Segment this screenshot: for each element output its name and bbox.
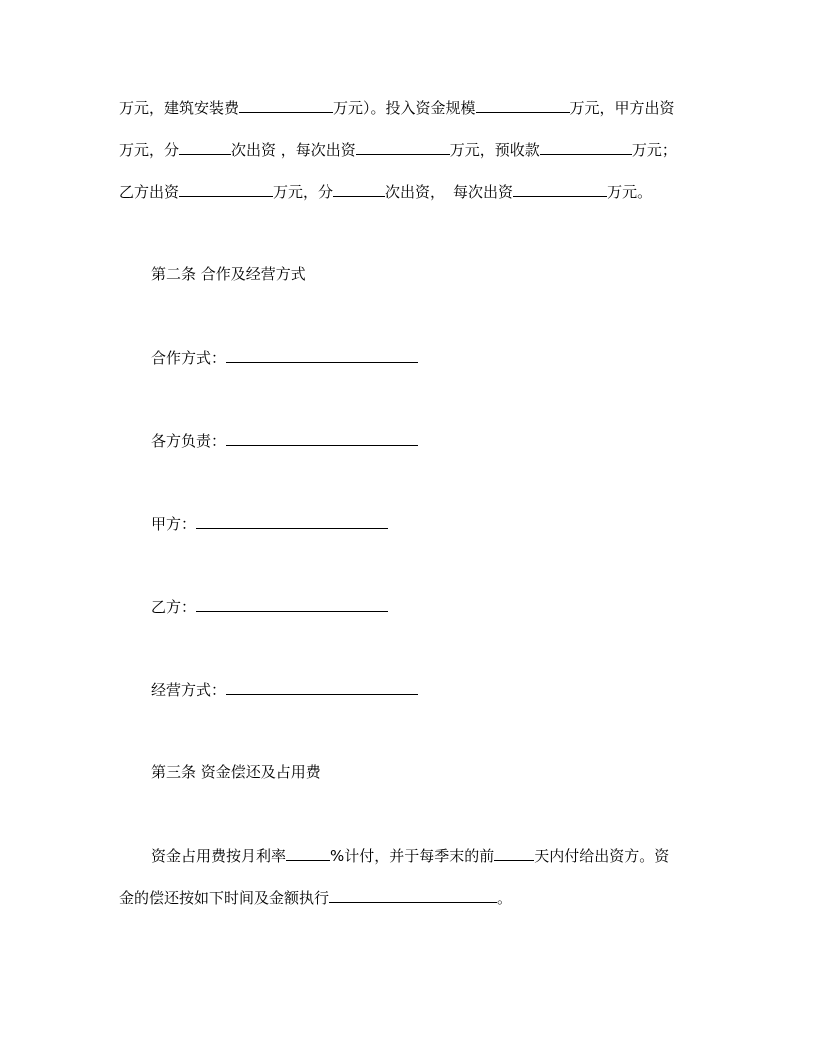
article-3-heading: 第三条 资金偿还及占用费 [151,763,321,781]
text-segment: 次出资 ，每次出资 [231,141,356,159]
coop-mode-blank[interactable] [226,347,418,363]
party-b-blank[interactable] [196,596,388,612]
party-a-row [151,513,388,533]
operation-mode-label: 经营方式： [151,681,227,699]
text-segment: 每次出资 [453,183,514,201]
text-segment: 万元，分 [119,141,180,159]
text-segment: 资金占用费按月利率 [151,847,287,865]
text-segment: 乙方出资 [119,183,180,201]
blank-advance-payment[interactable] [540,139,632,155]
text-segment: 万元，甲方出资 [569,99,675,117]
coop-mode-row [151,347,418,367]
coop-mode-label: 合作方式： [151,349,227,367]
article-3-para-line-2 [119,887,512,907]
text-segment: 天内付给出资方。资 [534,847,670,865]
party-b-label: 乙方： [151,598,197,616]
text-segment: 万元）。投入资金规模 [333,99,476,117]
article-2-heading: 第二条 合作及经营方式 [151,265,306,283]
text-segment: %计付，并于每季末的前 [330,847,495,865]
article-3-para-line-1 [151,845,669,865]
blank-monthly-rate[interactable] [286,845,330,861]
blank-party-b-each-investment[interactable] [513,181,607,197]
text-segment: 万元，分 [273,183,334,201]
text-segment: 万元； [631,141,677,159]
party-a-blank[interactable] [196,513,388,529]
responsibility-row [151,430,418,450]
text-line-2 [119,139,677,159]
text-line-1 [119,97,675,117]
operation-mode-row [151,679,418,699]
blank-days[interactable] [494,845,534,861]
text-segment: 次出资， [385,183,446,201]
blank-each-investment[interactable] [356,139,450,155]
responsibility-label: 各方负责： [151,432,227,450]
blank-party-b-investment[interactable] [179,181,273,197]
party-b-row [151,596,388,616]
blank-repayment-schedule[interactable] [329,887,497,903]
text-segment: 金的偿还按如下时间及金额执行 [119,889,330,907]
text-segment: 万元，预收款 [449,141,540,159]
responsibility-blank[interactable] [226,430,418,446]
party-a-label: 甲方： [151,515,197,533]
text-segment: 万元，建筑安装费 [119,99,240,117]
blank-construction-install-fee[interactable] [239,97,333,113]
text-line-3 [119,181,652,201]
blank-investment-scale[interactable] [476,97,570,113]
text-segment: 万元。 [607,183,653,201]
operation-mode-blank[interactable] [226,679,418,695]
blank-installment-count[interactable] [179,139,231,155]
text-segment: 。 [497,889,513,907]
blank-party-b-installments[interactable] [333,181,385,197]
